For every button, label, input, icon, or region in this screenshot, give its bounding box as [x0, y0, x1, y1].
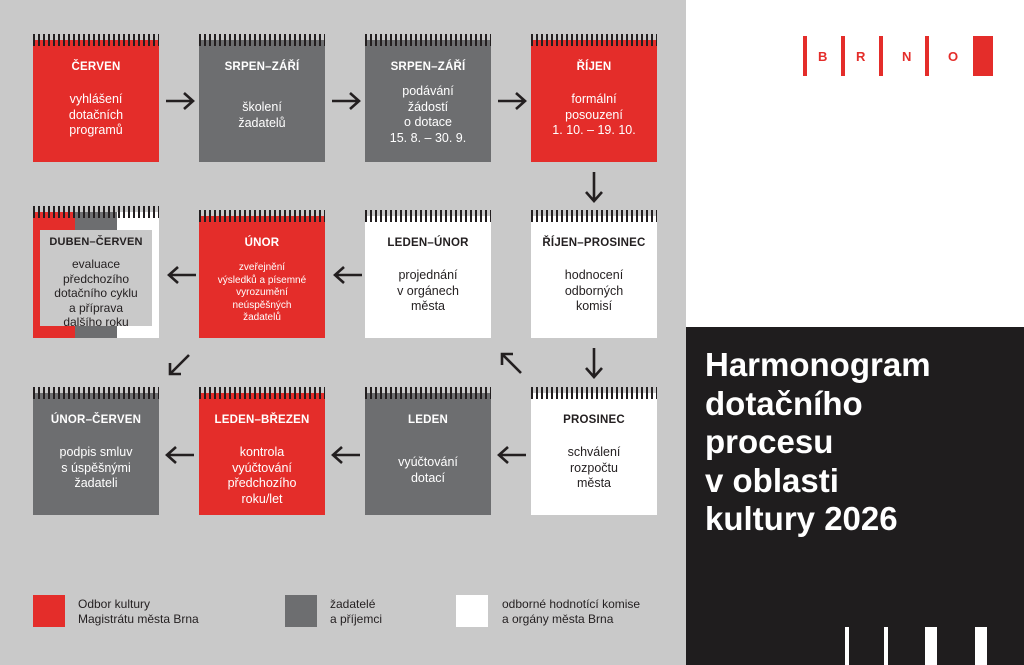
arrow-up-left-icon [498, 350, 524, 376]
card-title: SRPEN–ZÁŘÍ [224, 61, 300, 73]
legend-line: Odbor kultury [78, 597, 151, 611]
card-text [37, 92, 155, 139]
card-text [203, 445, 321, 507]
card-leden-unor [365, 216, 491, 338]
card-text [369, 455, 487, 486]
card-line: žadateli [74, 476, 118, 490]
arrow-left-icon [332, 264, 364, 286]
logo-bar [803, 36, 807, 76]
card-line: rozpočtu [570, 460, 618, 475]
card-line: formální [571, 92, 617, 106]
card-line: školení [242, 100, 282, 114]
arrow-down-left-icon [166, 352, 192, 378]
decor-bar [884, 627, 888, 665]
card-line: o dotace [404, 115, 452, 129]
logo-bar [841, 36, 845, 76]
legend-swatch-red [33, 595, 65, 627]
card-line: odborných [564, 283, 624, 298]
decor-bar [975, 627, 987, 665]
card-line: 15. 8. – 30. 9. [389, 130, 467, 145]
card-line: dotací [410, 470, 446, 485]
card-text [535, 92, 653, 139]
title-line: Harmonogram [705, 346, 931, 383]
calendar-rings [33, 387, 159, 399]
card-panel [40, 230, 152, 329]
card-rijen [531, 40, 657, 162]
arrow-right-icon [496, 90, 528, 112]
arrow-left-icon [330, 444, 362, 466]
card-line: podávání [402, 84, 454, 98]
card-text [203, 100, 321, 131]
card-unor-cerven [33, 393, 159, 515]
card-text [203, 262, 321, 325]
legend-swatch-gray [285, 595, 317, 627]
card-line: dalšího roku [63, 315, 129, 329]
card-line: města [576, 476, 612, 490]
legend-swatch-white [456, 595, 488, 627]
card-title: LEDEN [408, 414, 448, 426]
card-srpen-zari-skoleni [199, 40, 325, 162]
card-leden [365, 393, 491, 515]
card-title: ČERVEN [71, 61, 121, 73]
decor-bar [845, 627, 849, 665]
card-line: vyrozumění [236, 287, 288, 298]
calendar-rings [33, 34, 159, 46]
card-title: DUBEN–ČERVEN [49, 236, 143, 248]
card-title: LEDEN–ÚNOR [387, 237, 469, 249]
card-text [369, 268, 487, 315]
card-title: ŘÍJEN–PROSINEC [542, 237, 646, 249]
calendar-rings [531, 210, 657, 222]
card-line: projednání [398, 268, 458, 282]
arrow-right-icon [164, 90, 196, 112]
legend-line: a orgány města Brna [502, 612, 614, 626]
card-line: evaluace [71, 257, 121, 271]
logo-letter: B [818, 49, 828, 64]
legend-label [330, 597, 382, 627]
title-line: v oblasti [705, 461, 839, 499]
card-prosinec [531, 393, 657, 515]
card-line: města [410, 299, 446, 313]
card-line: komisí [575, 299, 613, 313]
card-line: v orgánech [397, 283, 459, 298]
card-line: dotačního cyklu [54, 286, 138, 300]
card-line: předchozího [227, 476, 297, 490]
legend-line: odborné hodnotící komise [502, 597, 641, 611]
card-line: schválení [567, 445, 621, 459]
title-line: procesu [705, 423, 834, 460]
card-line: 1. 10. – 19. 10. [552, 123, 636, 137]
card-text [44, 257, 148, 330]
legend-line: a příjemci [330, 612, 383, 626]
card-title: LEDEN–BŘEZEN [214, 414, 310, 426]
card-title: PROSINEC [563, 414, 625, 426]
calendar-rings [365, 210, 491, 222]
card-line: dotačních [68, 107, 124, 122]
card-leden-brezen [199, 393, 325, 515]
card-text [37, 445, 155, 492]
card-title: ÚNOR [244, 237, 280, 249]
card-line: žádostí [407, 99, 449, 114]
title-line: dotačního [705, 384, 863, 422]
legend-label [502, 597, 640, 627]
calendar-rings [365, 34, 491, 46]
legend-line: žadatelé [330, 597, 376, 611]
logo-letter: O [948, 49, 959, 64]
card-rijen-prosinec [531, 216, 657, 338]
card-line: s úspěšnými [61, 460, 131, 475]
arrow-right-icon [330, 90, 362, 112]
arrow-left-icon [166, 264, 198, 286]
calendar-rings [33, 206, 159, 218]
card-line: předchozího [62, 271, 130, 286]
title-line: kultury 2026 [705, 500, 898, 537]
card-line: podpis smluv [59, 445, 133, 459]
arrow-down-icon [583, 346, 605, 380]
card-line: vyúčtování [232, 460, 292, 475]
card-line: kontrola [239, 445, 285, 459]
card-line: posouzení [565, 107, 623, 122]
arrow-left-icon [496, 444, 528, 466]
logo-bar [973, 36, 993, 76]
calendar-rings [531, 34, 657, 46]
legend-line: Magistrátu města Brna [78, 612, 199, 626]
card-duben-cerven [33, 212, 159, 338]
logo-letter: R [856, 49, 866, 64]
card-unor [199, 216, 325, 338]
calendar-rings [199, 210, 325, 222]
arrow-down-icon [583, 170, 605, 204]
arrow-left-icon [164, 444, 196, 466]
card-line: vyúčtování [398, 455, 458, 469]
logo-bar [879, 36, 883, 76]
decor-bar [925, 627, 937, 665]
card-line: roku/let [241, 491, 283, 506]
card-line: neúspěšných [232, 299, 292, 311]
card-line: programů [69, 123, 123, 137]
card-line: žadatelů [238, 115, 286, 130]
card-line: vyhlášení [69, 92, 123, 106]
logo-bar [925, 36, 929, 76]
card-cerven [33, 40, 159, 162]
card-line: žadatelů [243, 312, 281, 323]
card-srpen-zari-podavani [365, 40, 491, 162]
card-line: hodnocení [564, 268, 624, 282]
card-line: výsledků a písemné [217, 274, 307, 286]
calendar-rings [199, 34, 325, 46]
legend-label [78, 597, 199, 627]
card-line: zveřejnění [238, 262, 286, 273]
calendar-rings [531, 387, 657, 399]
card-title: ÚNOR–ČERVEN [50, 414, 142, 426]
page-title [705, 346, 1005, 539]
card-text [535, 445, 653, 492]
card-title: ŘÍJEN [576, 61, 612, 73]
card-text [535, 268, 653, 315]
calendar-rings [365, 387, 491, 399]
calendar-rings [199, 387, 325, 399]
logo-letter: N [902, 49, 912, 64]
card-line: a příprava [68, 300, 124, 315]
card-text [369, 84, 487, 146]
card-title: SRPEN–ZÁŘÍ [390, 61, 466, 73]
